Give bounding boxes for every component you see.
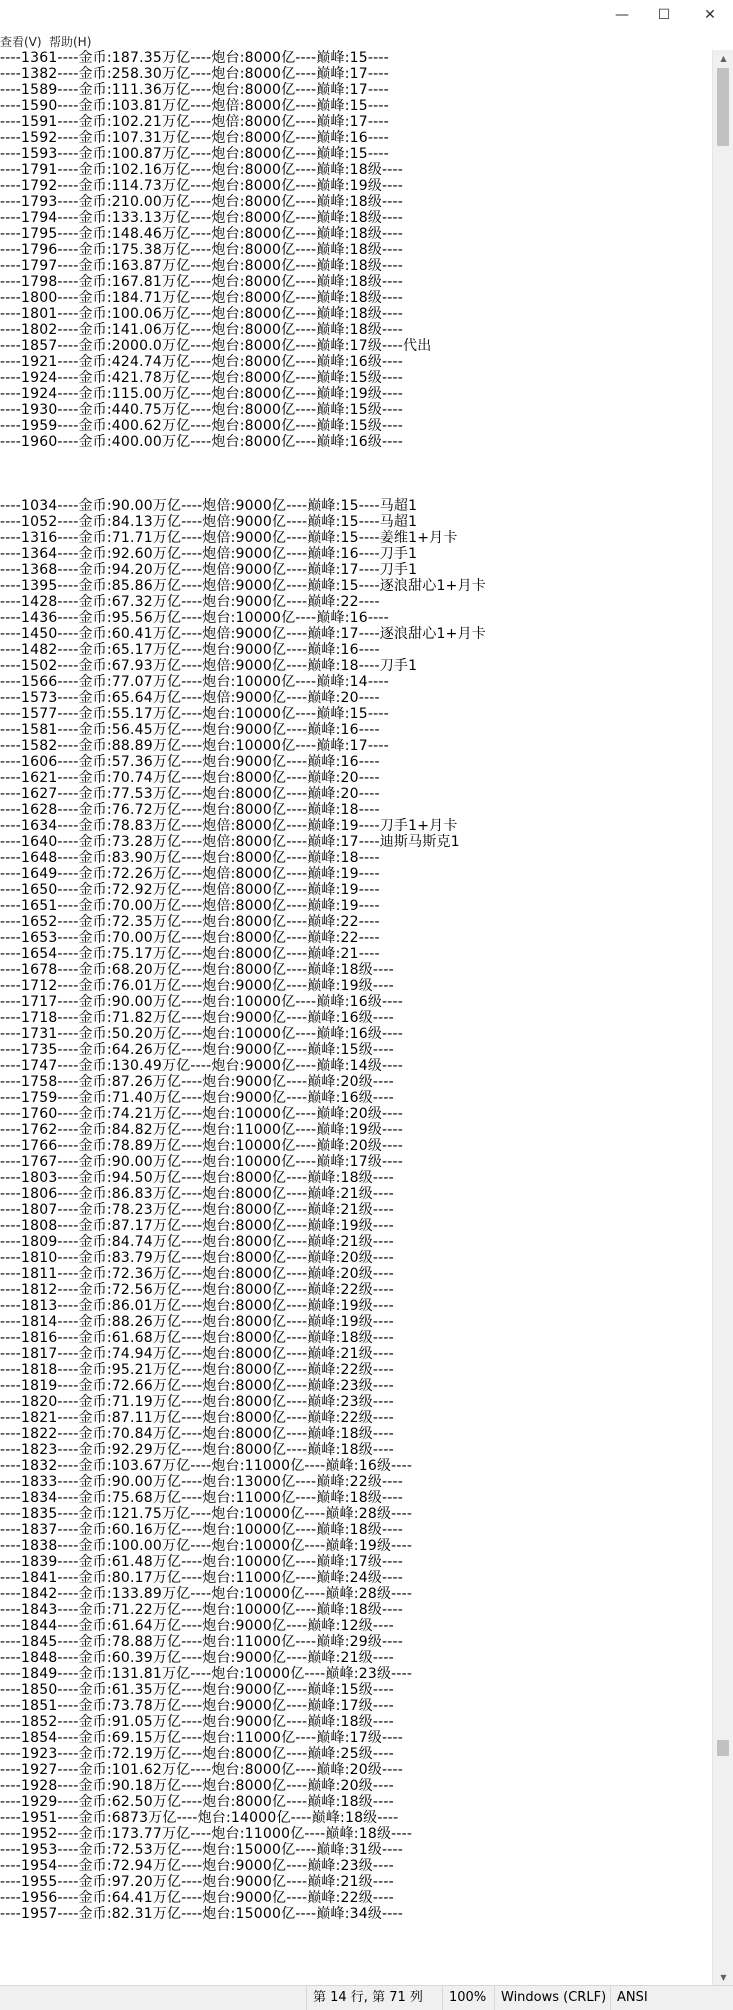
editor-line: ----1796----金币:175.38万亿----炮台:8000亿----巅峰:18级---- <box>0 242 404 258</box>
close-icon: ✕ <box>704 7 716 23</box>
editor-line: ----1844----金币:61.64万亿----炮台:9000亿----巅峰:12级---- <box>0 1618 394 1634</box>
editor-line: ----1577----金币:55.17万亿----炮台:10000亿----巅峰:15---- <box>0 706 389 722</box>
editor-line: ----1839----金币:61.48万亿----炮台:10000亿----巅峰:17级---- <box>0 1554 404 1570</box>
editor-line: ----1952----金币:173.77万亿----炮台:11000亿----巅峰:18级---- <box>0 1826 413 1842</box>
minimize-icon: — <box>615 7 629 23</box>
editor-line: ----1717----金币:90.00万亿----炮台:10000亿----巅峰:16级---- <box>0 994 404 1010</box>
editor-line: ----1482----金币:65.17万亿----炮台:9000亿----巅峰:16---- <box>0 642 380 658</box>
editor-line: ----1959----金币:400.62万亿----炮台:8000亿----巅峰:15级---- <box>0 418 404 434</box>
maximize-button[interactable] <box>641 0 687 30</box>
editor-line: ----1766----金币:78.89万亿----炮台:10000亿----巅峰:20级---- <box>0 1138 404 1154</box>
editor-line: ----1762----金币:84.82万亿----炮台:11000亿----巅峰:19级---- <box>0 1122 404 1138</box>
editor-line: ----1955----金币:97.20万亿----炮台:9000亿----巅峰:21级---- <box>0 1874 394 1890</box>
editor-line: ----1924----金币:115.00万亿----炮台:8000亿----巅峰:19级---- <box>0 386 404 402</box>
editor-line: ----1810----金币:83.79万亿----炮台:8000亿----巅峰:20级---- <box>0 1250 394 1266</box>
editor-line: ----1930----金币:440.75万亿----炮台:8000亿----巅峰:15级---- <box>0 402 404 418</box>
status-zoom: 100% <box>442 1986 501 2010</box>
editor-line: ----1364----金币:92.60万亿----炮倍:9000亿----巅峰:16----刀手1 <box>0 546 418 562</box>
editor-line: ----1627----金币:77.53万亿----炮台:8000亿----巅峰:20---- <box>0 786 380 802</box>
editor-line: ----1760----金币:74.21万亿----炮台:10000亿----巅峰:20级---- <box>0 1106 404 1122</box>
editor-line: ----1621----金币:70.74万亿----炮台:8000亿----巅峰:20---- <box>0 770 380 786</box>
editor-line: ----1382----金币:258.30万亿----炮台:8000亿----巅峰:17---- <box>0 66 389 82</box>
menu-help[interactable]: 帮助(H) <box>49 35 92 49</box>
editor-line: ----1801----金币:100.06万亿----炮台:8000亿----巅峰:18级---- <box>0 306 404 322</box>
status-bar <box>0 1985 733 2010</box>
editor-line: ----1651----金币:70.00万亿----炮倍:8000亿----巅峰:19---- <box>0 898 380 914</box>
editor-line: ----1845----金币:78.88万亿----炮台:11000亿----巅峰:29级---- <box>0 1634 404 1650</box>
editor-line: ----1814----金币:88.26万亿----炮台:8000亿----巅峰:19级---- <box>0 1314 394 1330</box>
scrollbar-thumb[interactable] <box>717 68 729 146</box>
editor-line: ----1436----金币:95.56万亿----炮台:10000亿----巅峰:16---- <box>0 610 389 626</box>
editor-line: ----1951----金币:6873万亿----炮台:14000亿----巅峰:18级---- <box>0 1810 399 1826</box>
editor-line: ----1793----金币:210.00万亿----炮台:8000亿----巅峰:18级---- <box>0 194 404 210</box>
editor-line: ----1368----金币:94.20万亿----炮倍:9000亿----巅峰:17----刀手1 <box>0 562 418 578</box>
editor-line: ----1817----金币:74.94万亿----炮台:8000亿----巅峰:21级---- <box>0 1346 394 1362</box>
editor-line: ----1581----金币:56.45万亿----炮台:9000亿----巅峰:16---- <box>0 722 380 738</box>
status-encoding: ANSI <box>610 1986 733 2010</box>
editor-line: ----1590----金币:103.81万亿----炮倍:8000亿----巅峰:15---- <box>0 98 389 114</box>
editor-line: ----1652----金币:72.35万亿----炮台:8000亿----巅峰:22---- <box>0 914 380 930</box>
text-editor-area[interactable] <box>0 50 712 1985</box>
scrollbar-thumb-secondary[interactable] <box>717 1740 729 1756</box>
editor-line: ----1606----金币:57.36万亿----炮台:9000亿----巅峰:16---- <box>0 754 380 770</box>
editor-line: ----1852----金币:91.05万亿----炮台:9000亿----巅峰:18级---- <box>0 1714 394 1730</box>
editor-line: ----1052----金币:84.13万亿----炮倍:9000亿----巅峰:15----马超1 <box>0 514 418 530</box>
editor-line: ----1838----金币:100.00万亿----炮台:10000亿----巅峰:19级---- <box>0 1538 413 1554</box>
status-cursor-position: 第 14 行, 第 71 列 <box>306 1986 449 2010</box>
editor-line: ----1718----金币:71.82万亿----炮台:9000亿----巅峰:16级---- <box>0 1010 394 1026</box>
editor-line: ----1034----金币:90.00万亿----炮倍:9000亿----巅峰:15----马超1 <box>0 498 418 514</box>
editor-line: ----1957----金币:82.31万亿----炮台:15000亿----巅峰:34级---- <box>0 1906 404 1922</box>
editor-line: ----1648----金币:83.90万亿----炮台:8000亿----巅峰:18---- <box>0 850 380 866</box>
close-button[interactable] <box>687 0 733 30</box>
editor-line: ----1678----金币:68.20万亿----炮台:8000亿----巅峰:18级---- <box>0 962 394 978</box>
editor-line: ----1833----金币:90.00万亿----炮台:13000亿----巅峰:22级---- <box>0 1474 404 1490</box>
editor-line: ----1791----金币:102.16万亿----炮台:8000亿----巅峰:18级---- <box>0 162 404 178</box>
editor-line: ----1842----金币:133.89万亿----炮台:10000亿----巅峰:28级---- <box>0 1586 413 1602</box>
editor-line: ----1653----金币:70.00万亿----炮台:8000亿----巅峰:22---- <box>0 930 380 946</box>
editor-line: ----1851----金币:73.78万亿----炮台:9000亿----巅峰:17级---- <box>0 1698 394 1714</box>
editor-line: ----1850----金币:61.35万亿----炮台:9000亿----巅峰:15级---- <box>0 1682 394 1698</box>
editor-line: ----1582----金币:88.89万亿----炮台:10000亿----巅峰:17---- <box>0 738 389 754</box>
editor-line: ----1956----金币:64.41万亿----炮台:9000亿----巅峰:22级---- <box>0 1890 394 1906</box>
editor-line: ----1843----金币:71.22万亿----炮台:10000亿----巅峰:18级---- <box>0 1602 404 1618</box>
editor-line: ----1807----金币:78.23万亿----炮台:8000亿----巅峰:21级---- <box>0 1202 394 1218</box>
editor-line: ----1960----金币:400.00万亿----炮台:8000亿----巅峰:16级---- <box>0 434 404 450</box>
editor-line: ----1767----金币:90.00万亿----炮台:10000亿----巅峰:17级---- <box>0 1154 404 1170</box>
editor-line: ----1502----金币:67.93万亿----炮倍:9000亿----巅峰:18----刀手1 <box>0 658 418 674</box>
editor-line: ----1589----金币:111.36万亿----炮台:8000亿----巅峰:17---- <box>0 82 389 98</box>
editor-line: ----1731----金币:50.20万亿----炮台:10000亿----巅峰:16级---- <box>0 1026 404 1042</box>
editor-line: ----1316----金币:71.71万亿----炮倍:9000亿----巅峰:15----姜维1+月卡 <box>0 530 458 546</box>
status-line-ending: Windows (CRLF) <box>494 1986 617 2010</box>
editor-line: ----1953----金币:72.53万亿----炮台:15000亿----巅峰:31级---- <box>0 1842 404 1858</box>
maximize-icon: ☐ <box>657 7 671 23</box>
editor-line: ----1832----金币:103.67万亿----炮台:11000亿----巅峰:16级---- <box>0 1458 413 1474</box>
editor-line: ----1797----金币:163.87万亿----炮台:8000亿----巅峰:18级---- <box>0 258 404 274</box>
editor-line: ----1835----金币:121.75万亿----炮台:10000亿----巅峰:28级---- <box>0 1506 413 1522</box>
editor-line: ----1634----金币:78.83万亿----炮倍:8000亿----巅峰:19----刀手1+月卡 <box>0 818 458 834</box>
editor-line: ----1812----金币:72.56万亿----炮台:8000亿----巅峰:22级---- <box>0 1282 394 1298</box>
editor-line: ----1834----金币:75.68万亿----炮台:11000亿----巅峰:18级---- <box>0 1490 404 1506</box>
editor-line: ----1795----金币:148.46万亿----炮台:8000亿----巅峰:18级---- <box>0 226 404 242</box>
editor-line: ----1816----金币:61.68万亿----炮台:8000亿----巅峰:18级---- <box>0 1330 394 1346</box>
editor-line: ----1929----金币:62.50万亿----炮台:8000亿----巅峰:18级---- <box>0 1794 394 1810</box>
scroll-up-arrow-icon[interactable]: ▲ <box>720 53 727 63</box>
title-bar <box>0 0 733 30</box>
editor-line: ----1654----金币:75.17万亿----炮台:8000亿----巅峰:21---- <box>0 946 380 962</box>
editor-line: ----1927----金币:101.62万亿----炮台:8000亿----巅峰:20级---- <box>0 1762 404 1778</box>
editor-line: ----1811----金币:72.36万亿----炮台:8000亿----巅峰:20级---- <box>0 1266 394 1282</box>
editor-line: ----1808----金币:87.17万亿----炮台:8000亿----巅峰:19级---- <box>0 1218 394 1234</box>
editor-line: ----1803----金币:94.50万亿----炮台:8000亿----巅峰:18级---- <box>0 1170 394 1186</box>
menu-view[interactable]: 查看(V) <box>0 35 42 49</box>
editor-line: ----1758----金币:87.26万亿----炮台:9000亿----巅峰:20级---- <box>0 1074 394 1090</box>
editor-line: ----1450----金币:60.41万亿----炮倍:9000亿----巅峰:17----逐浪甜心1+月卡 <box>0 626 486 642</box>
editor-line: ----1759----金币:71.40万亿----炮台:9000亿----巅峰:16级---- <box>0 1090 394 1106</box>
minimize-button[interactable] <box>599 0 645 30</box>
editor-line: ----1649----金币:72.26万亿----炮倍:8000亿----巅峰:19---- <box>0 866 380 882</box>
editor-line: ----1592----金币:107.31万亿----炮台:8000亿----巅峰:16---- <box>0 130 389 146</box>
editor-line: ----1819----金币:72.66万亿----炮台:8000亿----巅峰:23级---- <box>0 1378 394 1394</box>
editor-line: ----1802----金币:141.06万亿----炮台:8000亿----巅峰:18级---- <box>0 322 404 338</box>
editor-line: ----1395----金币:85.86万亿----炮倍:9000亿----巅峰:15----逐浪甜心1+月卡 <box>0 578 486 594</box>
editor-line: ----1818----金币:95.21万亿----炮台:8000亿----巅峰:22级---- <box>0 1362 394 1378</box>
editor-line: ----1837----金币:60.16万亿----炮台:10000亿----巅峰:18级---- <box>0 1522 404 1538</box>
editor-line: ----1813----金币:86.01万亿----炮台:8000亿----巅峰:19级---- <box>0 1298 394 1314</box>
editor-line: ----1800----金币:184.71万亿----炮台:8000亿----巅峰:18级---- <box>0 290 404 306</box>
editor-line: ----1735----金币:64.26万亿----炮台:9000亿----巅峰:15级---- <box>0 1042 394 1058</box>
editor-line: ----1923----金币:72.19万亿----炮台:8000亿----巅峰:25级---- <box>0 1746 394 1762</box>
editor-line: ----1928----金币:90.18万亿----炮台:8000亿----巅峰:20级---- <box>0 1778 394 1794</box>
editor-line: ----1841----金币:80.17万亿----炮台:11000亿----巅峰:24级---- <box>0 1570 404 1586</box>
editor-line: ----1854----金币:69.15万亿----炮台:11000亿----巅峰:17级---- <box>0 1730 404 1746</box>
editor-line: ----1591----金币:102.21万亿----炮倍:8000亿----巅峰:17---- <box>0 114 389 130</box>
editor-line: ----1792----金币:114.73万亿----炮台:8000亿----巅峰:19级---- <box>0 178 404 194</box>
editor-line: ----1806----金币:86.83万亿----炮台:8000亿----巅峰:21级---- <box>0 1186 394 1202</box>
editor-line: ----1821----金币:87.11万亿----炮台:8000亿----巅峰:22级---- <box>0 1410 394 1426</box>
editor-line: ----1924----金币:421.78万亿----炮台:8000亿----巅峰:15级---- <box>0 370 404 386</box>
editor-line: ----1849----金币:131.81万亿----炮台:10000亿----巅峰:23级---- <box>0 1666 413 1682</box>
editor-line: ----1798----金币:167.81万亿----炮台:8000亿----巅峰:18级---- <box>0 274 404 290</box>
editor-line: ----1361----金币:187.35万亿----炮台:8000亿----巅峰:15---- <box>0 50 389 66</box>
editor-line: ----1823----金币:92.29万亿----炮台:8000亿----巅峰:18级---- <box>0 1442 394 1458</box>
editor-line: ----1566----金币:77.07万亿----炮台:10000亿----巅峰:14---- <box>0 674 389 690</box>
editor-line: ----1921----金币:424.74万亿----炮台:8000亿----巅峰:16级---- <box>0 354 404 370</box>
editor-line: ----1809----金币:84.74万亿----炮台:8000亿----巅峰:21级---- <box>0 1234 394 1250</box>
editor-line: ----1822----金币:70.84万亿----炮台:8000亿----巅峰:18级---- <box>0 1426 394 1442</box>
editor-line: ----1593----金币:100.87万亿----炮台:8000亿----巅峰:15---- <box>0 146 389 162</box>
editor-line: ----1628----金币:76.72万亿----炮台:8000亿----巅峰:18---- <box>0 802 380 818</box>
editor-line: ----1650----金币:72.92万亿----炮倍:8000亿----巅峰:19---- <box>0 882 380 898</box>
editor-line: ----1640----金币:73.28万亿----炮倍:8000亿----巅峰:17----迪斯马斯克1 <box>0 834 460 850</box>
editor-line: ----1712----金币:76.01万亿----炮台:9000亿----巅峰:19级---- <box>0 978 394 994</box>
vertical-scrollbar[interactable] <box>712 50 733 1985</box>
editor-line: ----1820----金币:71.19万亿----炮台:8000亿----巅峰:23级---- <box>0 1394 394 1410</box>
editor-line: ----1428----金币:67.32万亿----炮台:9000亿----巅峰:22---- <box>0 594 380 610</box>
editor-line: ----1857----金币:2000.0万亿----炮台:8000亿----巅峰:17级----代出 <box>0 338 432 354</box>
editor-line: ----1794----金币:133.13万亿----炮台:8000亿----巅峰:18级---- <box>0 210 404 226</box>
scroll-down-arrow-icon[interactable]: ▼ <box>720 1972 727 1982</box>
editor-line: ----1848----金币:60.39万亿----炮台:9000亿----巅峰:21级---- <box>0 1650 394 1666</box>
menu-bar <box>0 30 733 50</box>
editor-line: ----1747----金币:130.49万亿----炮台:9000亿----巅峰:14级---- <box>0 1058 404 1074</box>
editor-line: ----1573----金币:65.64万亿----炮倍:9000亿----巅峰:20---- <box>0 690 380 706</box>
editor-line: ----1954----金币:72.94万亿----炮台:9000亿----巅峰:23级---- <box>0 1858 394 1874</box>
